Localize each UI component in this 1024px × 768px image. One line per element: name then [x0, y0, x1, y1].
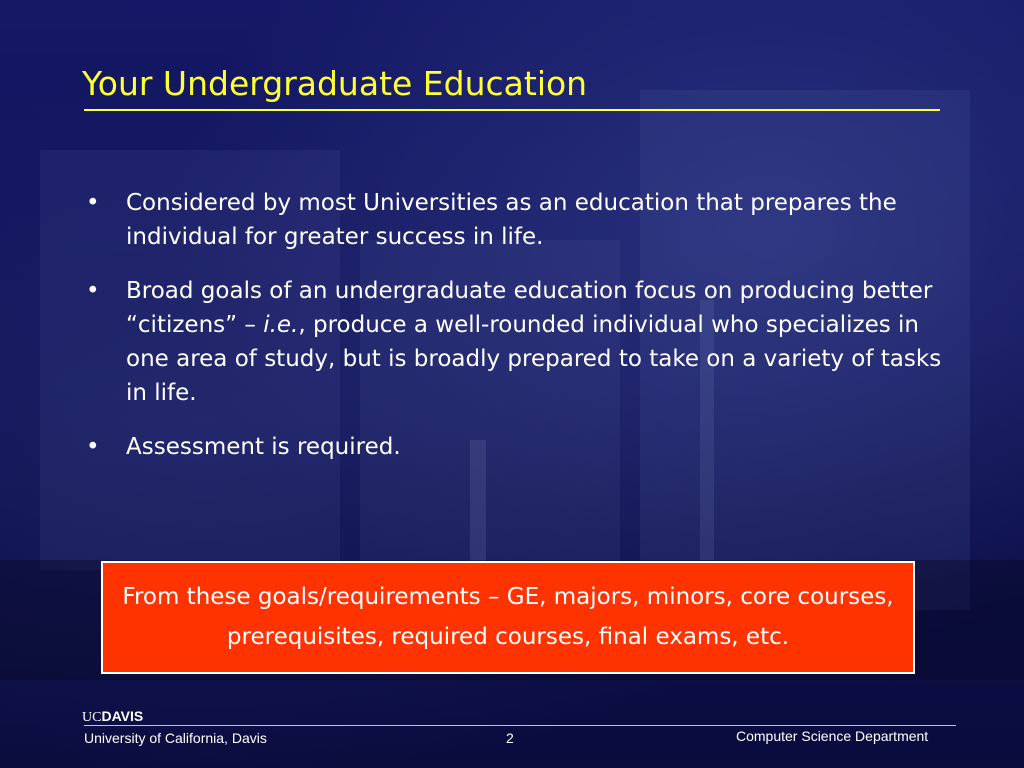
title-underline [84, 109, 940, 111]
bullet-list [82, 186, 952, 464]
footer-department: Computer Science Department [736, 728, 929, 744]
bullet-text-italic: i.e. [263, 312, 299, 338]
ucdavis-logo [82, 708, 143, 726]
bullet-text-start: Broad goals of an undergraduate education focus on producing better “citizens” – [126, 278, 933, 338]
bullet-item [82, 430, 952, 464]
logo-davis: DAVIS [101, 708, 144, 724]
logo-uc: UC [82, 710, 102, 725]
slide-title: Your Undergraduate Education [82, 64, 588, 103]
bullet-item [82, 186, 952, 254]
callout-text: From these goals/requirements – GE, majors, minors, core courses, prerequisites, required courses, final exams, etc. [122, 584, 894, 650]
bullet-text: Assessment is required. [126, 434, 401, 460]
callout-box [101, 561, 915, 674]
page-number: 2 [506, 730, 514, 746]
bullet-item [82, 274, 952, 410]
bullet-marker: • [86, 434, 100, 460]
footer-divider [84, 725, 956, 726]
bullet-marker: • [86, 190, 100, 216]
footer-university: University of California, Davis [84, 730, 267, 746]
bullet-marker: • [86, 278, 100, 304]
bullet-text: Considered by most Universities as an education that prepares the individual for greater success in life. [126, 190, 897, 250]
bullet-text-end: , produce a well-rounded individual who specializes in one area of study, but is broadly prepared to take on a variety of tasks in life. [126, 312, 942, 406]
